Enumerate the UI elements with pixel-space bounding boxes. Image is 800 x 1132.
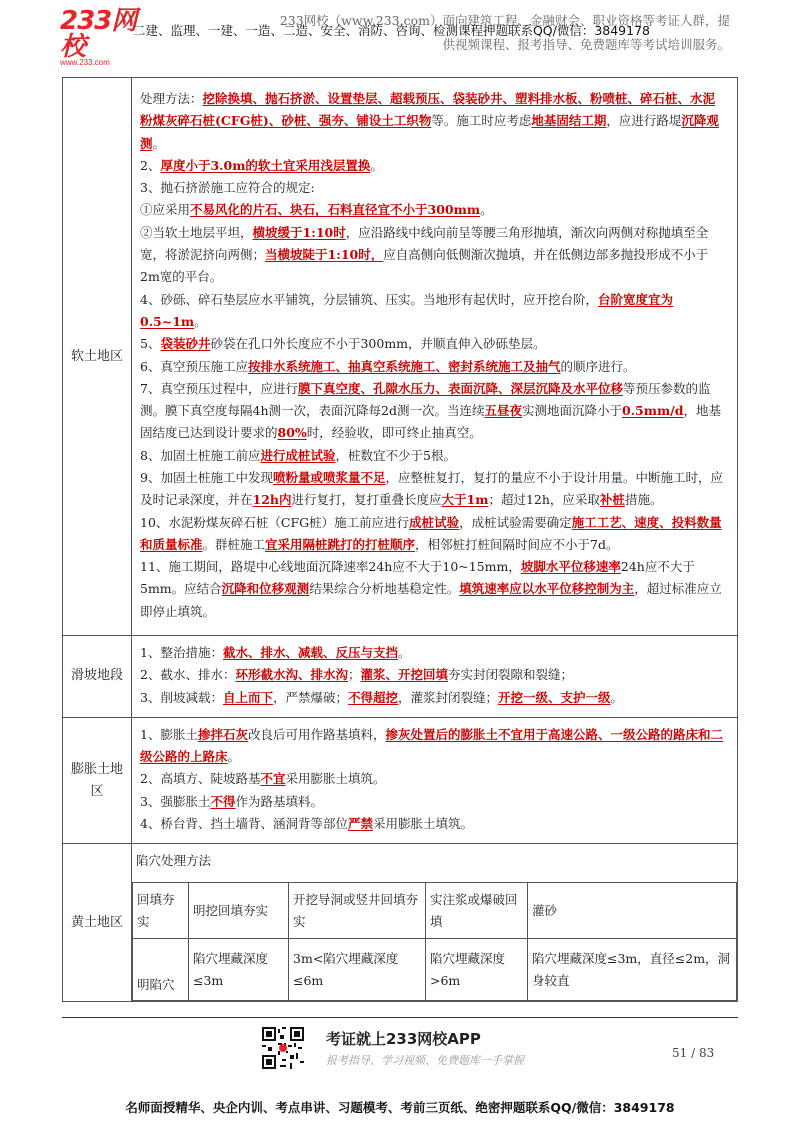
loess-cell: 3m<陷穴埋藏深度≤6m — [289, 939, 426, 1001]
plain-text: 砂袋在孔口外长度应不小于300mm，并顺直伸入砂砾垫层。 — [210, 336, 546, 352]
highlight-text: 环形截水沟、排水沟 — [235, 667, 348, 683]
highlight-text: 不得超挖 — [348, 689, 399, 705]
logo-text: 233网校 — [60, 6, 137, 62]
plain-text: ，地基固结度已达到设计要求的 — [140, 403, 722, 441]
plain-text: ，严禁爆破； — [272, 689, 348, 705]
plain-text: 。 — [370, 157, 383, 173]
highlight-text: 袋装砂井 — [160, 336, 211, 352]
plain-text: ，成桩试验需要确定 — [459, 514, 572, 530]
highlight-text: 五昼夜 — [484, 403, 522, 419]
bottom-banner: 名师面授精华、央企内训、考点串讲、习题模考、考前三页纸、绝密押题联系QQ/微信：3849178 — [125, 1100, 675, 1115]
plain-text: 采用膨胀土填筑。 — [372, 816, 473, 832]
footer-divider — [62, 1017, 738, 1018]
content-table-wrapper — [62, 77, 738, 1002]
plain-text: 作为路基填料。 — [235, 793, 323, 809]
header-overlay: 二建、监理、一建、一造、二造、安全、消防、咨询、检测课程押题联系QQ/微信：3849178 — [132, 23, 650, 38]
plain-text: 夯实封闭裂隙和裂缝； — [448, 667, 574, 683]
soft-p3: 3、抛石挤淤施工应符合的规定: — [140, 180, 315, 196]
highlight-text: 挖除换填、抛石挤淤、设置垫层、超载预压、袋装砂井、塑料排水板、粉喷桩、碎石桩、水泥粉煤灰碎石桩(CFG桩)、砂桩、强夯、铺设土工织物 — [140, 90, 716, 129]
plain-text: 9、加固土桩施工中发现 — [140, 469, 273, 485]
highlight-text: 横坡缓于1:10时 — [252, 224, 346, 240]
loess-cell: 灌砂 — [528, 883, 737, 939]
plain-text: 4、砂砾、碎石垫层应水平铺筑，分层铺筑、压实。当地形有起伏时，应开挖台阶， — [140, 291, 598, 307]
loess-cell: 陷穴埋藏深度>6m — [426, 939, 528, 1001]
highlight-text: 不易风化的片石、块石，石料直径宜不小于300mm — [190, 202, 481, 218]
app-title: 考证就上233网校APP — [326, 1030, 481, 1048]
highlight-text: 按排水系统施工、抽真空系统施工、密封系统施工及抽气 — [247, 358, 561, 374]
highlight-text: 补桩 — [599, 492, 625, 508]
plain-text: 。 — [152, 135, 166, 151]
plain-text: 7、真空预压过程中，应进行 — [140, 380, 298, 396]
plain-text: 2、高填方、陡坡路基 — [140, 771, 261, 787]
loess-cell: 开挖导洞或竖井回填夯实 — [289, 883, 426, 939]
plain-text: 1、整治措施： — [140, 645, 223, 660]
soft-p1 — [140, 88, 727, 155]
plain-text: 进行复打，复打重叠长度应 — [291, 492, 442, 508]
slide-p2 — [140, 664, 727, 686]
highlight-text: 填筑速率应以水平位移控制为主 — [459, 581, 635, 597]
plain-text: 。 — [227, 749, 241, 765]
highlight-text: 厚度小于3.0m的软土宜采用浅层置换 — [160, 157, 371, 173]
content-soft — [132, 78, 738, 636]
plain-text: 的顺序进行。 — [560, 358, 636, 374]
plain-text: 2、截水、排水： — [140, 667, 236, 683]
content-expansive — [132, 717, 738, 843]
label-slide: 滑坡地段 — [63, 636, 132, 718]
highlight-text: 大于1m — [441, 492, 489, 508]
header-line1: 233网校（www.233.com）面向建筑工程、金融财会、职业资格等考证人群，提 — [279, 13, 730, 28]
plain-text: 处理方法： — [140, 90, 203, 106]
plain-text: 改良后可用作路基填料， — [247, 726, 386, 742]
soft-p10 — [140, 445, 727, 467]
content-table — [62, 77, 738, 1002]
plain-text: 实测地面沉降小于 — [521, 403, 622, 419]
slide-p1 — [140, 642, 727, 664]
app-subtitle: 报考指导、学习视频、免费题库一手掌握 — [326, 1054, 524, 1067]
highlight-text: 不宜 — [260, 771, 286, 787]
plain-text: 2、 — [140, 157, 161, 173]
soft-p6 — [140, 289, 727, 334]
plain-text: ①应采用 — [140, 202, 191, 218]
soft-p13 — [140, 556, 727, 623]
plain-text: 3、强膨胀土 — [140, 793, 211, 809]
label-loess: 黄土地区 — [63, 844, 132, 1002]
plain-text: 。 — [397, 645, 411, 660]
highlight-text: 进行成桩试验 — [260, 447, 336, 463]
highlight-text: 灌浆、开挖回填 — [360, 667, 449, 683]
plain-text: 结果综合分析地基稳定性。 — [309, 581, 460, 597]
plain-text: ，应进行路堤 — [606, 113, 682, 129]
content-loess — [132, 844, 738, 1002]
highlight-text: 台阶宽度宜为0.5~1m — [140, 291, 673, 329]
highlight-text: 喷粉量或喷浆量不足 — [272, 469, 386, 485]
exp-p1 — [140, 724, 727, 769]
highlight-text: 80% — [277, 425, 307, 441]
header-line2: 供视频课程、报考指导、免费题库等考试培训服务。 — [442, 37, 730, 52]
label-soft: 软土地区 — [63, 78, 132, 636]
plain-text: ，应整桩复打，复打的量应不小于设计用量。中断施工时，应及时记录深度，并在 — [140, 469, 723, 508]
highlight-text: 掺拌石灰 — [197, 726, 248, 742]
soft-p2 — [140, 155, 727, 177]
loess-cell: 实注浆或爆破回填 — [426, 883, 528, 939]
plain-text: 4、桥台背、挡土墙背、涵洞背等部位 — [140, 816, 348, 832]
highlight-text: 宜采用隔桩跳打的打桩顺序 — [265, 536, 416, 552]
highlight-text: 自上而下 — [222, 689, 273, 705]
loess-row-methods — [133, 883, 737, 939]
highlight-text: 沉降和位移观测 — [221, 581, 310, 597]
plain-text: ；超过12h，应采取 — [488, 492, 600, 508]
row-slide — [63, 636, 738, 718]
plain-text: 24h应不大于5mm。应结合 — [140, 559, 695, 597]
content-slide — [132, 636, 738, 718]
plain-text: 11、施工期间，路堤中心线地面沉降速率24h应不大于10~15mm， — [140, 559, 521, 575]
page-number: 51 / 83 — [672, 1046, 715, 1060]
plain-text: 。群桩施工 — [202, 536, 266, 552]
header-text — [110, 10, 730, 56]
plain-text: 8、加固土桩施工前应 — [140, 447, 261, 463]
plain-text: 时，经验收，即可终止抽真空。 — [306, 425, 482, 441]
plain-text: 采用膨胀土填筑。 — [285, 771, 386, 787]
slide-p3 — [140, 687, 727, 709]
row-soft — [63, 78, 738, 636]
qr-code-icon — [262, 1027, 304, 1069]
plain-text: 。 — [480, 202, 493, 218]
highlight-text: 截水、排水、减载、反压与支挡 — [222, 645, 398, 660]
highlight-text: 施工工艺、速度、投料数量和质量标准 — [140, 514, 722, 552]
plain-text: 措施。 — [624, 492, 663, 508]
plain-text: ，应沿路线中线向前呈等腰三角形抛填，渐次向两侧对称抛填至全宽，将淤泥挤向两侧； — [140, 224, 709, 263]
exp-p4 — [140, 813, 727, 835]
loess-title: 陷穴处理方法 — [136, 853, 212, 869]
plain-text: 1、膨胀土 — [140, 726, 198, 742]
highlight-text: 严禁 — [347, 816, 373, 832]
row-loess — [63, 844, 738, 1002]
loess-cell: 明陷穴 — [133, 939, 189, 1001]
soft-p7 — [140, 333, 727, 355]
plain-text: 6、真空预压施工应 — [140, 358, 248, 374]
plain-text: 10、水泥粉煤灰碎石桩（CFG桩）施工前应进行 — [140, 514, 410, 530]
loess-row-conditions — [133, 939, 737, 1001]
plain-text: ； — [347, 667, 361, 683]
highlight-text: 0.5mm/d — [622, 403, 684, 419]
plain-text: 5、 — [140, 336, 161, 352]
plain-text: 等预压参数的监测。膜下真空度每隔4h测一次，表面沉降每2d测一次。当连续 — [140, 380, 711, 419]
row-expansive — [63, 717, 738, 843]
plain-text: 应自高侧向低侧渐次抛填，并在低侧边部多抛投形成不小于2m宽的平台。 — [140, 247, 709, 285]
soft-p11 — [140, 467, 727, 512]
plain-text: 3、削坡减载： — [140, 689, 223, 705]
highlight-text: 当横坡陡于1:10时， — [265, 247, 384, 263]
loess-cell: 明挖回填夯实 — [189, 883, 289, 939]
highlight-text: 不得 — [210, 793, 236, 809]
highlight-text: 开挖一级、支护一级 — [498, 689, 611, 705]
highlight-text: 沉降观测 — [140, 113, 719, 151]
plain-text: ②当软土地层平坦， — [140, 224, 253, 240]
loess-cell: 回填夯实 — [133, 883, 189, 939]
loess-cell: 陷穴埋藏深度≤3m — [189, 939, 289, 1001]
soft-p8 — [140, 356, 727, 378]
logo-url: www.233.com — [60, 58, 110, 67]
soft-p12 — [140, 512, 727, 557]
plain-text: 。 — [194, 313, 207, 329]
soft-p9 — [140, 378, 727, 445]
loess-table — [132, 882, 737, 1001]
plain-text: ，相邻桩打桩间隔时间应不小于7d。 — [415, 536, 619, 552]
soft-p4 — [140, 199, 727, 221]
highlight-text: 12h内 — [252, 492, 292, 508]
exp-p3 — [140, 791, 727, 813]
soft-p5 — [140, 222, 727, 289]
label-expansive: 膨胀土地区 — [63, 717, 132, 843]
highlight-text: 成桩试验 — [409, 514, 460, 530]
highlight-text: 坡脚水平位移速率 — [520, 559, 621, 575]
highlight-text: 地基固结工期 — [531, 113, 607, 129]
highlight-text: 膜下真空度、孔隙水压力、表面沉降、深层沉降及水平位移 — [297, 380, 623, 396]
exp-p2 — [140, 768, 727, 790]
plain-text: 等。施工时应考虑 — [431, 113, 532, 129]
plain-text: ，超过标准应立即停止填筑。 — [140, 581, 722, 619]
highlight-text: 掺灰处置后的膨胀土不宜用于高速公路、一级公路的路床和二级公路的上路床 — [140, 726, 723, 765]
loess-cell: 陷穴埋藏深度≤3m，直径≤2m，洞身较直 — [528, 939, 737, 1001]
plain-text: ，桩数宜不少于5根。 — [335, 447, 456, 463]
plain-text: 。 — [610, 689, 624, 705]
plain-text: ，灌浆封闭裂缝； — [398, 689, 499, 705]
